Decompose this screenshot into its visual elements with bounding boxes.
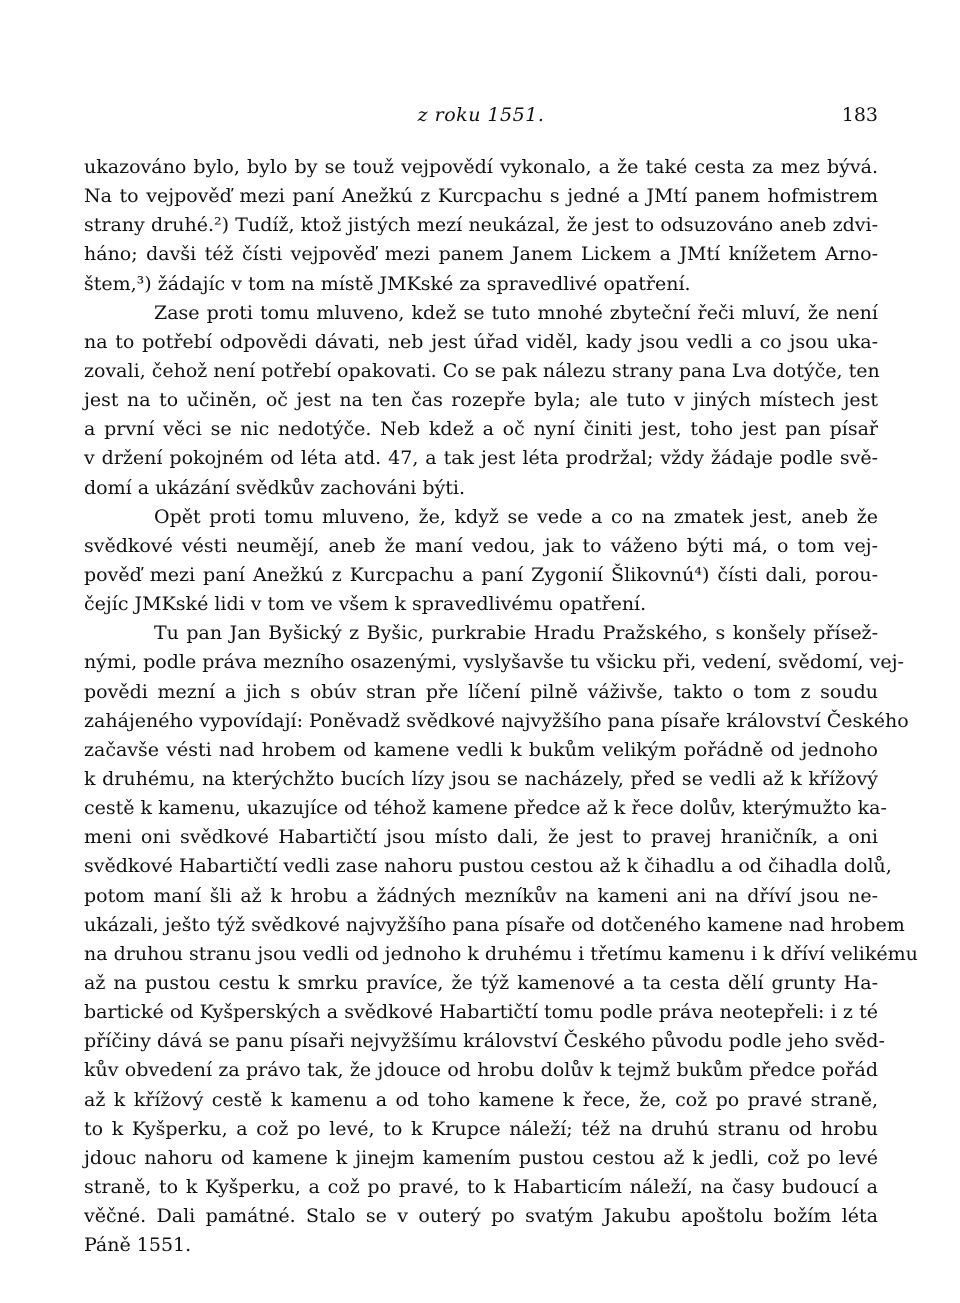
- text-line: domí a ukázání svědkův zachováni býti.: [84, 476, 466, 499]
- text-line: háno; davši též čísti vejpověď mezi panem Janem Lickem a JMtí knížetem Arno-: [84, 243, 878, 266]
- text-line: příčiny dává se panu písaři nejvyžšímu království Českého původu podle jeho svěd-: [84, 1030, 885, 1053]
- paragraph: [84, 503, 878, 620]
- text-line: věčné. Dali památné. Stalo se v outerý po svatým Jakubu apoštolu božím léta: [84, 1205, 878, 1228]
- text-line: zovali, čehož není potřebí opakovati. Co se pak nálezu strany pana Lva dotýče, ten: [84, 359, 880, 382]
- text-line: zahájeného vypovídají: Poněvadž svědkové najvyžšího pana písaře království Českého: [84, 709, 909, 732]
- text-line: Páně 1551.: [84, 1234, 192, 1257]
- text-line: pověď mezi paní Anežkú z Kurcpachu a paní Zygonií Šlikovnú⁴) čísti dali, porou-: [84, 563, 878, 586]
- text-line: bartické od Kyšperských a svědkové Habartičtí tomu podle práva neotepřeli: i z té: [84, 1001, 878, 1024]
- text-line: čejíc JMKské lidi v tom ve všem k spravedlivému opatření.: [84, 593, 647, 616]
- text-line: Tu pan Jan Byšický z Byšic, purkrabie Hradu Pražského, s konšely přísež-: [154, 622, 878, 645]
- text-line: štem,³) žádajíc v tom na místě JMKské za spravedlivé opatření.: [84, 272, 691, 295]
- text-line: to k Kyšperku, a což po levé, to k Krupce náleží; též na druhú stranu od hrobu: [84, 1117, 878, 1140]
- text-line: strany druhé.²) Tudíž, ktož jistých mezí neukázal, že jest to odsuzováno aneb zdvi-: [84, 214, 878, 237]
- text-line: Na to vejpověď mezi paní Anežkú z Kurcpachu s jedné a JMtí panem hofmistrem: [84, 185, 878, 208]
- text-line: v držení pokojném od léta atd. 47, a tak jest léta prodržal; vždy žádaje podle svě-: [84, 447, 878, 470]
- text-line: svědkové Habartičtí vedli zase nahoru pustou cestou až k čihadlu a od čihadla dolů,: [84, 855, 892, 878]
- page: [84, 0, 918, 1303]
- text-line: začavše vésti nad hrobem od kamene vedli k bukům velikým pořádně od jednoho: [84, 738, 878, 761]
- text-line: jest na to učiněn, oč jest na ten čas rozepře byla; ale tuto v jiných místech jest: [84, 389, 878, 412]
- text-line: straně, to k Kyšperku, a což po pravé, to k Habarticím náleží, na časy budoucí a: [84, 1175, 878, 1198]
- text-line: Opět proti tomu mluveno, že, když se vede a co na zmatek jest, aneb že: [154, 505, 878, 528]
- paragraph: [84, 299, 878, 503]
- running-head: [84, 104, 878, 128]
- text-line: potom maní šli až k hrobu a žádných mezníkův na kameni ani na dříví jsou ne-: [84, 884, 878, 907]
- text-line: až k křížový cestě k kamenu a od toho kamene k řece, že, což po pravé straně,: [84, 1088, 878, 1111]
- paragraph: [84, 619, 918, 1260]
- text-line: ukázali, ješto týž svědkové najvyžšího pana písaře od dotčeného kamene nad hrobem: [84, 913, 905, 936]
- text-line: a první věci se nic nedotýče. Neb kdež a oč nyní činiti jest, toho jest pan písař: [84, 418, 878, 441]
- text-line: na druhou stranu jsou vedli od jednoho k druhému i třetímu kamenu i k dříví velikému: [84, 942, 918, 965]
- text-line: kův obvedení za právo tak, že jdouce od hrobu dolův k tejmž bukům předce pořád: [84, 1059, 878, 1082]
- text-line: jdouc nahoru od kamene k jinejm kamením pustou cestou až k jedli, což po levé: [84, 1146, 878, 1169]
- page-number: 183: [841, 104, 878, 126]
- running-title: z roku 1551.: [417, 104, 545, 126]
- text-line: svědkové vésti neumějí, aneb že maní vedou, jak to váženo býti má, o tom vej-: [84, 534, 878, 557]
- text-line: k druhému, na kterýchžto bucích lízy jsou se nacházely, před se vedli až k křížový: [84, 767, 878, 790]
- text-line: nými, podle práva mezního osazenými, vyslyšavše tu všicku při, vedení, svědomí, vej-: [84, 651, 904, 674]
- text-line: na to potřebí odpovědi dávati, neb jest úřad viděl, kady jsou vedli a co jsou uka-: [84, 330, 878, 353]
- text-line: cestě k kamenu, ukazujíce od téhož kamene předce až k řece dolův, kterýmužto ka-: [84, 797, 887, 820]
- text-line: až na pustou cestu k smrku pravíce, že týž kamenové a ta cesta dělí grunty Ha-: [84, 971, 878, 994]
- text-line: Zase proti tomu mluveno, kdež se tuto mnohé zbyteční řeči mluví, že není: [154, 301, 878, 324]
- text-line: povědi mezní a jich s obúv stran pře líčení pilně váživše, takto o tom z soudu: [84, 680, 878, 703]
- paragraph: [84, 153, 878, 299]
- body-text: [84, 153, 918, 1260]
- text-line: meni oni svědkové Habartičtí jsou místo dali, že jest to pravej hraničník, a oni: [84, 826, 878, 849]
- text-line: ukazováno bylo, bylo by se touž vejpovědí vykonalo, a že také cesta za mez bývá.: [84, 156, 878, 178]
